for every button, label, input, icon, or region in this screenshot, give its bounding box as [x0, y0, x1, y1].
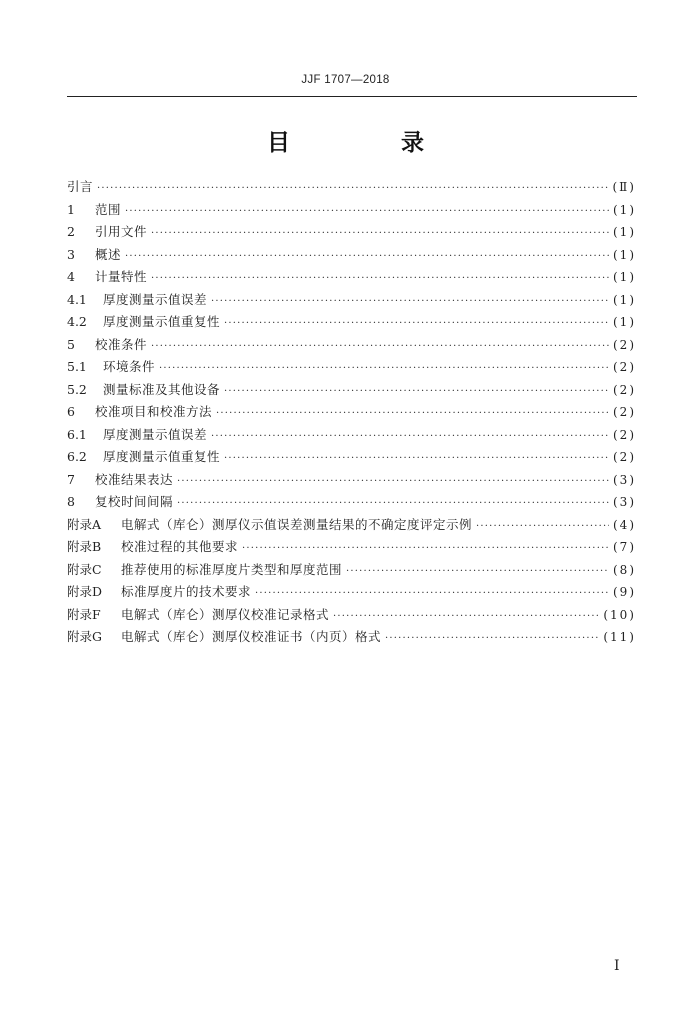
toc-dot-leader [211, 291, 609, 314]
toc-entry-number: 1 [67, 201, 75, 217]
toc-dot-leader [385, 628, 599, 651]
toc-entry-number: 附录G [67, 629, 102, 644]
toc-entry-page: (9) [613, 585, 636, 599]
toc-dot-leader [125, 201, 609, 224]
toc-entry-title: 校准条件 [95, 336, 148, 352]
standard-code-header: JJF 1707—2018 [301, 74, 390, 86]
toc-entry-title: 电解式（库仑）测厚仪校准证书（内页）格式 [121, 629, 382, 644]
toc-entry[interactable] [67, 176, 636, 199]
toc-entry-title: 环境条件 [103, 359, 156, 374]
toc-dot-leader [224, 313, 609, 336]
toc-entry[interactable] [67, 446, 636, 469]
toc-entry-page: (1) [613, 292, 636, 307]
toc-entry[interactable] [67, 356, 636, 379]
toc-dot-leader [211, 426, 609, 449]
toc-entry-title: 厚度测量示值误差 [103, 426, 208, 442]
toc-entry-number: 6.2 [67, 449, 87, 464]
toc-entry[interactable] [67, 311, 636, 334]
toc-dot-leader [151, 223, 609, 246]
toc-entry-number: 5 [67, 336, 75, 352]
toc-entry[interactable] [67, 424, 636, 447]
page-number: I [614, 958, 620, 974]
toc-dot-leader [151, 268, 609, 291]
toc-entry-title: 计量特性 [95, 269, 148, 284]
toc-entry-number: 5.2 [67, 381, 87, 397]
toc-entry-page: (3) [613, 495, 636, 509]
toc-entry-title: 厚度测量示值重复性 [103, 449, 221, 464]
toc-entry-number: 4 [67, 269, 75, 284]
toc-entry-title: 推荐使用的标准厚度片类型和厚度范围 [121, 561, 343, 577]
toc-dot-leader [177, 471, 609, 494]
toc-dot-leader [151, 336, 609, 359]
toc-entry-page: (8) [613, 562, 636, 577]
toc-entry-page: (1) [613, 270, 636, 284]
toc-entry-title: 校准结果表达 [95, 471, 174, 487]
toc-dot-leader [159, 358, 609, 381]
toc-entry-page: (1) [613, 315, 636, 329]
toc-entry-number: 3 [67, 246, 75, 262]
toc-entry[interactable] [67, 401, 636, 424]
toc-entry-page: (2) [613, 360, 636, 374]
page-title: 目 录 [267, 129, 468, 156]
toc-dot-leader [224, 381, 609, 404]
toc-entry-page: (2) [613, 405, 636, 419]
toc-entry[interactable] [67, 581, 636, 604]
toc-dot-leader [177, 493, 609, 516]
toc-entry-number: 8 [67, 494, 75, 509]
toc-entry[interactable] [67, 334, 636, 357]
toc-entry-number: 2 [67, 224, 75, 239]
toc-entry-title: 电解式（库仑）测厚仪校准记录格式 [121, 606, 330, 622]
toc-entry-title: 校准项目和校准方法 [95, 404, 213, 419]
toc-entry-page: (3) [613, 472, 636, 487]
toc-entry-title: 测量标准及其他设备 [103, 381, 221, 397]
toc-dot-leader [216, 403, 609, 426]
toc-entry-title: 电解式（库仑）测厚仪示值误差测量结果的不确定度评定示例 [121, 516, 473, 532]
toc-dot-leader [333, 606, 599, 629]
toc-entry-page: (2) [613, 450, 636, 464]
toc-entry-number: 附录D [67, 584, 103, 599]
toc-entry-title: 校准过程的其他要求 [121, 539, 239, 554]
toc-entry[interactable] [67, 199, 636, 222]
header-divider [67, 96, 637, 97]
toc-entry-title: 概述 [95, 246, 122, 262]
toc-dot-leader [255, 583, 609, 606]
toc-entry-page: (1) [613, 247, 636, 262]
toc-entry-title: 厚度测量示值误差 [103, 291, 208, 307]
toc-entry-title: 引言 [67, 179, 94, 194]
toc-entry-number: 4.1 [67, 291, 87, 307]
toc-entry[interactable] [67, 491, 636, 514]
toc-entry[interactable] [67, 379, 636, 402]
toc-dot-leader [346, 561, 609, 584]
toc-entry-number: 5.1 [67, 359, 87, 374]
toc-entry[interactable] [67, 244, 636, 267]
toc-entry-page: (2) [613, 427, 636, 442]
toc-entry-number: 附录C [67, 561, 102, 577]
toc-entry-title: 范围 [95, 201, 122, 217]
toc-entry-number: 7 [67, 471, 75, 487]
toc-entry-page: (2) [613, 382, 636, 397]
toc-entry-page: (Ⅱ) [612, 180, 636, 194]
toc-entry-page: (4) [613, 517, 636, 532]
toc-entry-page: (2) [613, 337, 636, 352]
toc-entry-page: (1) [613, 225, 636, 239]
toc-entry[interactable] [67, 289, 636, 312]
toc-entry-number: 附录F [67, 606, 101, 622]
toc-entry[interactable] [67, 221, 636, 244]
toc-entry-number: 6 [67, 404, 75, 419]
toc-entry-title: 引用文件 [95, 224, 148, 239]
toc-entry[interactable] [67, 604, 636, 627]
toc-entry-page: (7) [613, 540, 636, 554]
toc-entry-page: (10) [603, 607, 636, 622]
toc-entry-page: (11) [603, 630, 636, 644]
toc-entry-title: 厚度测量示值重复性 [103, 314, 221, 329]
toc-dot-leader [224, 448, 609, 471]
toc-dot-leader [125, 246, 609, 269]
toc-entry[interactable] [67, 559, 636, 582]
table-of-contents [67, 176, 636, 649]
toc-entry-number: 6.1 [67, 426, 87, 442]
toc-entry[interactable] [67, 514, 636, 537]
toc-entry-number: 4.2 [67, 314, 87, 329]
toc-entry-title: 复校时间间隔 [95, 494, 174, 509]
toc-entry[interactable] [67, 626, 636, 649]
toc-entry[interactable] [67, 266, 636, 289]
toc-dot-leader [476, 516, 609, 539]
toc-dot-leader [242, 538, 609, 561]
toc-entry-number: 附录A [67, 516, 102, 532]
toc-entry[interactable] [67, 469, 636, 492]
toc-entry-number: 附录B [67, 539, 102, 554]
toc-entry-page: (1) [613, 202, 636, 217]
toc-entry[interactable] [67, 536, 636, 559]
toc-entry-title: 标准厚度片的技术要求 [121, 584, 252, 599]
toc-dot-leader [97, 178, 608, 201]
